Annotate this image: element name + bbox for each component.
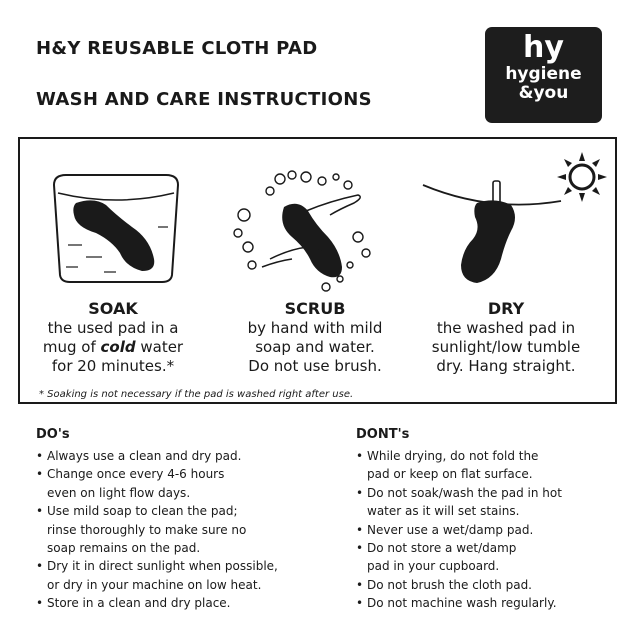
dos-title: DO's	[36, 427, 70, 442]
donts-title: DONT's	[356, 427, 410, 442]
step-line-part: water	[135, 338, 184, 356]
step-heading: SCRUB	[284, 299, 346, 318]
list-item-line: or dry in your machine on low heat.	[47, 577, 262, 592]
step-line: the used pad in a	[47, 319, 179, 337]
list-item-line: pad in your cupboard.	[367, 559, 500, 574]
step-line: by hand with mild	[247, 319, 383, 337]
list-item-line: even on light flow days.	[47, 485, 191, 500]
hands-scrub-icon	[230, 167, 380, 297]
list-item-line: • Dry it in direct sunlight when possible,	[47, 559, 278, 574]
step-line-part: mug of	[42, 338, 101, 356]
instructions-panel	[18, 137, 617, 404]
list-item	[356, 521, 626, 539]
list-item	[36, 502, 326, 557]
footnote: * Soaking is not necessary if the pad is washed right after use.	[39, 389, 354, 400]
list-item	[356, 594, 626, 612]
step-heading: DRY	[487, 299, 525, 318]
list-item	[36, 465, 326, 502]
donts-list	[356, 447, 626, 613]
list-item	[36, 557, 326, 594]
step-line: soap and water.	[255, 338, 375, 356]
list-item-line: • Use mild soap to clean the pad;	[47, 504, 238, 519]
list-item-line: • While drying, do not fold the	[367, 449, 539, 463]
list-item-line: • Change once every 4-6 hours	[47, 467, 225, 482]
page-subtitle: WASH AND CARE INSTRUCTIONS	[36, 89, 372, 110]
list-item-line: rinse thoroughly to make sure no	[47, 522, 247, 537]
list-item-line: • Do not brush the cloth pad.	[367, 577, 532, 592]
clothesline-dry-icon	[415, 167, 565, 297]
step-heading: SOAK	[88, 299, 138, 318]
list-item	[36, 447, 326, 465]
logo-line-2: &you	[518, 83, 569, 103]
list-item	[356, 539, 626, 576]
step-line: dry. Hang straight.	[436, 357, 576, 375]
list-item-line: • Do not soak/wash the pad in hot	[367, 485, 562, 500]
step-line: the washed pad in	[436, 319, 576, 337]
step-line	[23, 338, 203, 357]
step-soak	[23, 299, 203, 376]
list-item-line: pad or keep on flat surface.	[367, 467, 533, 482]
mug-soak-icon	[46, 167, 186, 287]
list-item-line: • Never use a wet/damp pad.	[367, 522, 534, 537]
list-item	[356, 484, 626, 521]
step-dry	[416, 299, 596, 376]
list-item	[356, 576, 626, 594]
list-item	[356, 447, 626, 484]
list-item-line: • Store in a clean and dry place.	[47, 596, 231, 611]
brand-logo	[485, 27, 602, 123]
list-item-line: • Do not store a wet/damp	[367, 541, 517, 556]
step-line: for 20 minutes.*	[51, 357, 175, 375]
logo-mark: hy	[523, 30, 564, 65]
step-scrub	[225, 299, 405, 376]
list-item-line: water as it will set stains.	[367, 504, 520, 519]
list-item-line: • Always use a clean and dry pad.	[47, 449, 242, 463]
logo-line-1: hygiene	[505, 64, 582, 84]
list-item-line: soap remains on the pad.	[47, 541, 201, 556]
step-line: sunlight/low tumble	[431, 338, 581, 356]
dos-list	[36, 447, 326, 613]
list-item	[36, 594, 326, 612]
step-line: Do not use brush.	[248, 357, 382, 375]
list-item-line: • Do not machine wash regularly.	[367, 596, 557, 611]
page-title: H&Y REUSABLE CLOTH PAD	[36, 38, 318, 59]
emphasis-cold: cold	[100, 338, 136, 356]
